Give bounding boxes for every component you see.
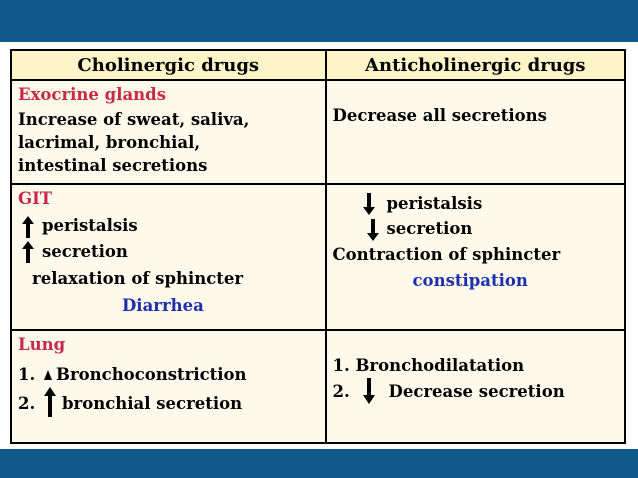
- list-number: 2.: [332, 382, 350, 401]
- cell-lung-cholinergic: [11, 330, 326, 443]
- table-row-git: [11, 184, 625, 330]
- header-anticholinergic: Anticholinergic drugs: [326, 50, 625, 80]
- table-header-row: [11, 50, 625, 80]
- cell-text: secretion: [42, 242, 128, 261]
- cell-lung-anticholinergic: [326, 330, 625, 443]
- row-title-git: GIT: [18, 189, 53, 208]
- arrow-up-icon: [44, 370, 52, 380]
- cell-text: intestinal secretions: [18, 156, 208, 175]
- cell-text: Contraction of sphincter: [332, 245, 561, 264]
- slide-top-band: [0, 0, 638, 42]
- cell-text: peristalsis: [42, 216, 138, 235]
- arrow-down-icon: [367, 219, 379, 241]
- row-title-lung: Lung: [18, 335, 66, 354]
- cell-text: Increase of sweat, saliva,: [18, 110, 250, 129]
- list-number: 1.: [18, 365, 36, 384]
- cell-text: Decrease secretion: [388, 382, 565, 401]
- slide-bottom-band: [0, 449, 638, 478]
- cell-text: Bronchoconstriction: [56, 365, 247, 384]
- cell-text: Decrease all secretions: [332, 106, 547, 125]
- highlight-constipation: constipation: [412, 271, 528, 290]
- arrow-down-icon: [363, 378, 375, 404]
- comparison-table: [10, 49, 626, 444]
- list-number: 2.: [18, 394, 36, 413]
- cell-text: relaxation of sphincter: [32, 269, 244, 288]
- cell-git-cholinergic: [11, 184, 326, 330]
- cell-exocrine-anticholinergic: [326, 80, 625, 184]
- cell-git-anticholinergic: [326, 184, 625, 330]
- cell-text: bronchial secretion: [62, 394, 243, 413]
- arrow-down-icon: [363, 193, 375, 215]
- cell-text: peristalsis: [386, 194, 483, 213]
- cell-text: secretion: [386, 219, 473, 238]
- cell-text: 1. Bronchodilatation: [332, 356, 525, 375]
- arrow-up-icon: [44, 387, 56, 417]
- arrow-up-icon: [22, 241, 34, 263]
- cell-exocrine-cholinergic: [11, 80, 326, 184]
- arrow-up-icon: [22, 216, 34, 238]
- slide-content-area: [0, 42, 638, 449]
- table-row-lung: [11, 330, 625, 443]
- row-title-exocrine: Exocrine glands: [18, 85, 166, 104]
- cell-text: lacrimal, bronchial,: [18, 133, 201, 152]
- table-row-exocrine: [11, 80, 625, 184]
- highlight-diarrhea: Diarrhea: [122, 296, 204, 315]
- header-cholinergic: Cholinergic drugs: [11, 50, 326, 80]
